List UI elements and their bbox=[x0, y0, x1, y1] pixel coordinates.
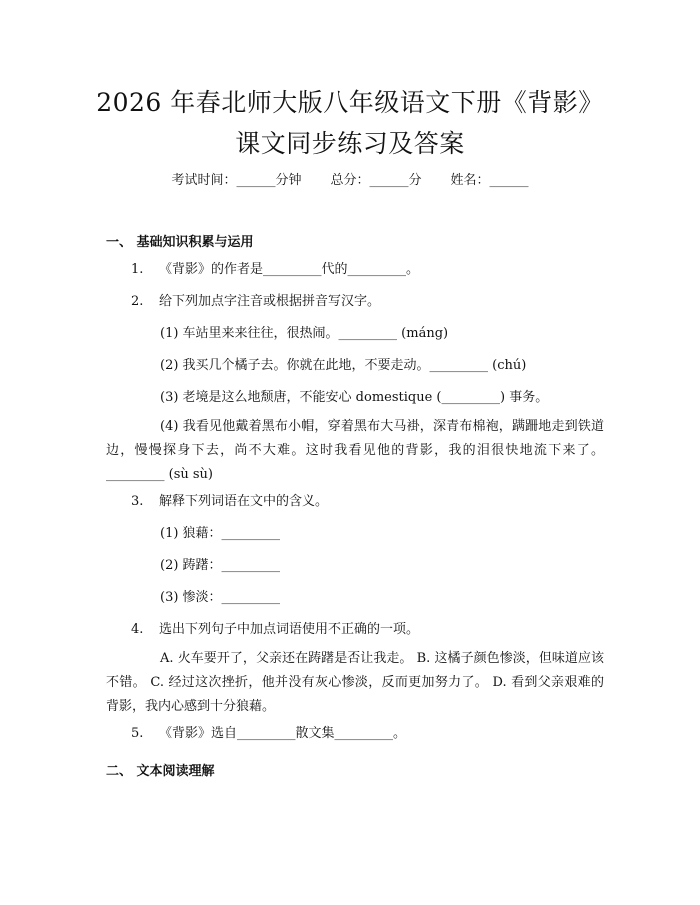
page-subtitle: 课文同步练习及答案 bbox=[235, 129, 465, 158]
question-text: 解释下列词语在文中的含义。 bbox=[159, 494, 329, 509]
question-2-item-2: (2) 我买几个橘子去。你就在此地，不要走动。_________ (chú) bbox=[160, 358, 527, 373]
question-number: 1. bbox=[131, 262, 144, 277]
question-text: 给下列加点字注音或根据拼音写汉字。 bbox=[159, 294, 381, 309]
question-number: 4. bbox=[131, 622, 144, 637]
student-name: 姓名：______ bbox=[450, 173, 529, 188]
question-3 bbox=[131, 491, 328, 513]
question-2-item-3: (3) 老境是这么地颓唐，不能安心 domestique (_________) 事务。 bbox=[160, 390, 549, 405]
question-number: 5. bbox=[131, 726, 144, 741]
question-4-options: A. 火车要开了，父亲还在踌躇是否让我走。 B. 这橘子颜色惨淡，但味道应该不错。 C. 经过这次挫折，他并没有灰心惨淡，反而更加努力了。 D. 看到父亲艰难的背影，我内心感到十分狼藉。 bbox=[106, 651, 604, 714]
question-3-item-1: (1) 狼藉：_________ bbox=[160, 526, 281, 541]
page-title: 2026 年春北师大版八年级语文下册《背影》 bbox=[96, 88, 604, 117]
question-3-item-3: (3) 惨淡：_________ bbox=[160, 590, 281, 605]
question-1 bbox=[131, 259, 419, 281]
question-2 bbox=[131, 291, 380, 313]
section-heading-2: 二、 文本阅读理解 bbox=[106, 764, 215, 779]
question-5 bbox=[131, 723, 406, 745]
question-number: 3. bbox=[131, 494, 144, 509]
question-text: 《背影》选自_________散文集_________。 bbox=[159, 726, 407, 741]
question-text: 选出下列句子中加点词语使用不正确的一项。 bbox=[159, 622, 420, 637]
question-2-item-4: (4) 我看见他戴着黑布小帽，穿着黑布大马褂，深青布棉袍，蹒跚地走到铁道边，慢慢探身下去，尚不大难。这时我看见他的背影，我的泪很快地流下来了。_________ (sù sù) bbox=[106, 419, 604, 482]
exam-time: 考试时间：______分钟 bbox=[171, 173, 302, 188]
question-3-item-2: (2) 踌躇：_________ bbox=[160, 558, 281, 573]
exam-score: 总分：______分 bbox=[330, 173, 422, 188]
section-heading-1: 一、 基础知识积累与运用 bbox=[106, 235, 254, 250]
question-number: 2. bbox=[131, 294, 144, 309]
question-text: 《背影》的作者是_________代的_________。 bbox=[159, 262, 420, 277]
question-2-item-1: (1) 车站里来来往往，很热闹。_________ (máng) bbox=[160, 326, 449, 341]
question-4 bbox=[131, 619, 419, 641]
exam-meta bbox=[0, 169, 700, 188]
